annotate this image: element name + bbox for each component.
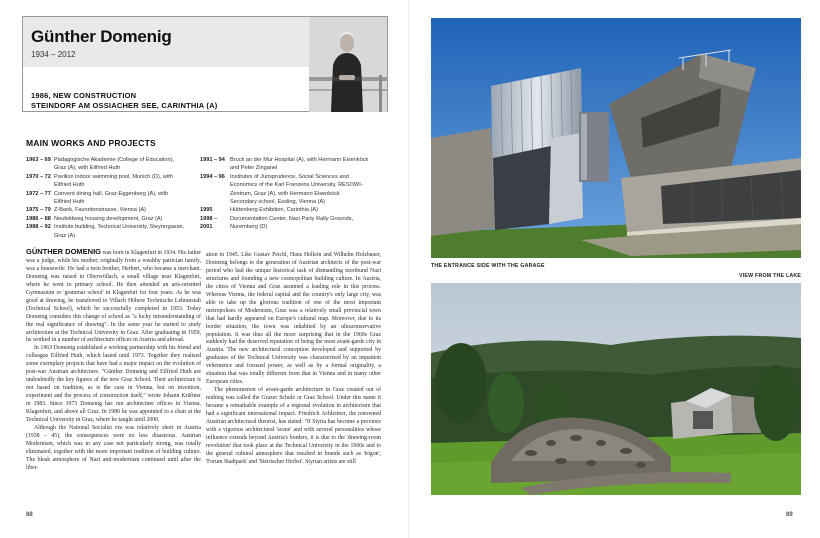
works-list-left [26, 156, 186, 240]
architect-portrait [309, 17, 387, 112]
landscape-photo [431, 283, 801, 495]
caption-entrance: THE ENTRANCE SIDE WITH THE GARAGE [431, 263, 545, 269]
work-item: 1988 – 92 Institute building, Technical University, Steyrergasse, Graz (A) [26, 224, 185, 239]
work-item: 1970 – 72 Pavilion indoor swimming pool, Munich (D), with Eilfried Huth [26, 173, 173, 189]
photo-entrance-garage [431, 18, 801, 258]
body-paragraph: The phenomenon of avant-garde architecture in Graz created out of nothing was called the Grazer Schule or Graz School. Under this name it became a remarkable example of a regional evolution in architecture that had a significant international impact. Friedrich Achleitner, the renowned Austrian architectural theorist, has stated: "If Styria has become a province with a vigorous architectural 'scene' and with several personalities whose influence extends beyond Austria's borders, it is due to the 'drawing-room revolution' that took place at the Technical University in the 1960s and to the general cultural atmosphere that resulted in brands such as 'trigon', 'Forum Stadtpark' and 'Steirischer Herbst'. Styrian artists are still [206, 387, 381, 465]
body-paragraph: ation in 1945. Like Gustav Peichl, Hans Hollein and Wilhelm Holzbauer, Domenig belongs to the generation of Austrian architects of the post-war period who had the unique historical task of dismantling moribund Nazi structures and founding a new cosmopolitan building culture. In Austria, the cities of Vienna and Graz assumed a leading role in this process. Whereas Vienna, the federal capital and the country's only large city, was able to take up the glorious tradition of one of the most important metropolises of Modernism, Graz was a relatively small provincial town that had hardly appeared on Europe's cultural map. Moreover, due to its border situation, the town was inhabited by an ultraconservative population. It was thus all the more surprising that in the 1960s Graz suddenly had the deserved reputation of being the most avant-garde city in Austria. The new architectural conception developed and supported by graduates of the Technical University was characterised by an impatient vehemence and focused power, as well as by a formal originality, a situation that was totally different from that in Vienna and in many other European cities. [206, 252, 381, 386]
photo-view-lake [431, 283, 801, 495]
page-number-left: 88 [26, 512, 33, 518]
project-date: 1986, NEW CONSTRUCTION [31, 91, 137, 100]
work-item: Secondary school, Essling, Vienna (A) [230, 199, 326, 206]
body-paragraph: In 1963 Domenig established a working partnership with his friend and colleague Eilfried Huth, which lasted until 1973. Together they realised some exemplary projects that have had a major impact on the evolution of post-war Austrian architecture. "Günther Domenig and Eilfried Huth are undoubtedly the key figures of the new Graz School. Their architecture is not based on tradition, as is the case in Vienna, but on invention, experiment and the process of construction itself," wrote Johann Kräftner in 1983. Since 1973 Domenig has run architecture offices in Vienna, Klagenfurt, and above all Graz. In 1980 he was appointed to a chair at the Technical University in Graz, where he taught until 2000. [26, 345, 201, 424]
work-item: 1975 – 79 Z-Bank, Favoritenstrasse, Vienna (A) [26, 207, 146, 214]
architect-years: 1934 – 2012 [31, 50, 76, 59]
project-location: STEINDORF AM OSSIACHER SEE, CARINTHIA (A) [31, 101, 218, 110]
work-item: 1998 – 2001 Documentation Center, Nazi Party Rally Grounds, Nuremberg (D) [200, 215, 354, 231]
lead-name: GÜNTHER DOMENIG [26, 247, 102, 256]
page-number-right: 89 [786, 512, 793, 518]
building-photo [431, 18, 801, 258]
work-item: 1986 – 88 Neufeldweg housing development, Graz (A) [26, 215, 163, 222]
architect-header [22, 16, 388, 112]
works-list-right [200, 156, 370, 232]
body-column-1 [26, 248, 201, 473]
architect-name: Günther Domenig [31, 27, 172, 46]
right-page [410, 0, 820, 538]
portrait-image [309, 17, 387, 112]
works-heading: MAIN WORKS AND PROJECTS [26, 138, 156, 148]
body-paragraph: GÜNTHER DOMENIG was born in Klagenfurt in 1934. His father was a judge, while his mother, originally from a wealthy patrician family, was a housewife. He had a twin brother, Herbert, who became a merchant. Domenig was raised in Oberwöllach, a small village near Klagenfurt, where he went to primary school. He then attended an arts-oriented Gymnasium or 'grammar school' in Klagenfurt for four years. As he was good at drawing, he transferred to Villach Höhere Technische Lehranstalt (Technical School), which he successfully completed in 1953. Today Domenig considers this change of school as "a lucky misunderstanding of the real significance of drawing". In the same year he started to study architecture at the Technical University in Graz. After graduating in 1959, he worked in a number of architecture offices in Austria and abroad. [26, 247, 202, 344]
work-item: 1994 – 96 Institutes of Jurisprudence, Social Sciences and Economics of the Karl Franzens University, RESOWI-Zentrum, Graz (A), with Hermann Eisenköck [200, 173, 363, 197]
work-item: 1995 Hüttenberg Exhibition, Carinthia (A) [200, 207, 318, 214]
work-item: 1963 – 69 Pädagogische Akademie (College of Education), Graz (A), with Eilfried Huth [26, 157, 175, 172]
body-column-2 [206, 252, 381, 467]
caption-lake: VIEW FROM THE LAKE [739, 273, 802, 279]
work-item: 1972 – 77 Convent dining hall, Graz-Eggenberg (A), with Eilfried Huth [26, 190, 169, 206]
work-item: 1991 – 94 Bruck an der Mur Hospital (A), with Hermann Eisenköck and Peter Zinganel [200, 157, 369, 172]
body-paragraph: Although the National Socialist era was relatively short in Austria (1938 – 45), the consequences were no less disastrous. Austrian Modernism, which was in any case not particularly strong, was totally eliminated, together with the more important tradition of building culture. The bleak atmosphere of Nazi anti-modernism continued until after the liber- [26, 424, 201, 471]
